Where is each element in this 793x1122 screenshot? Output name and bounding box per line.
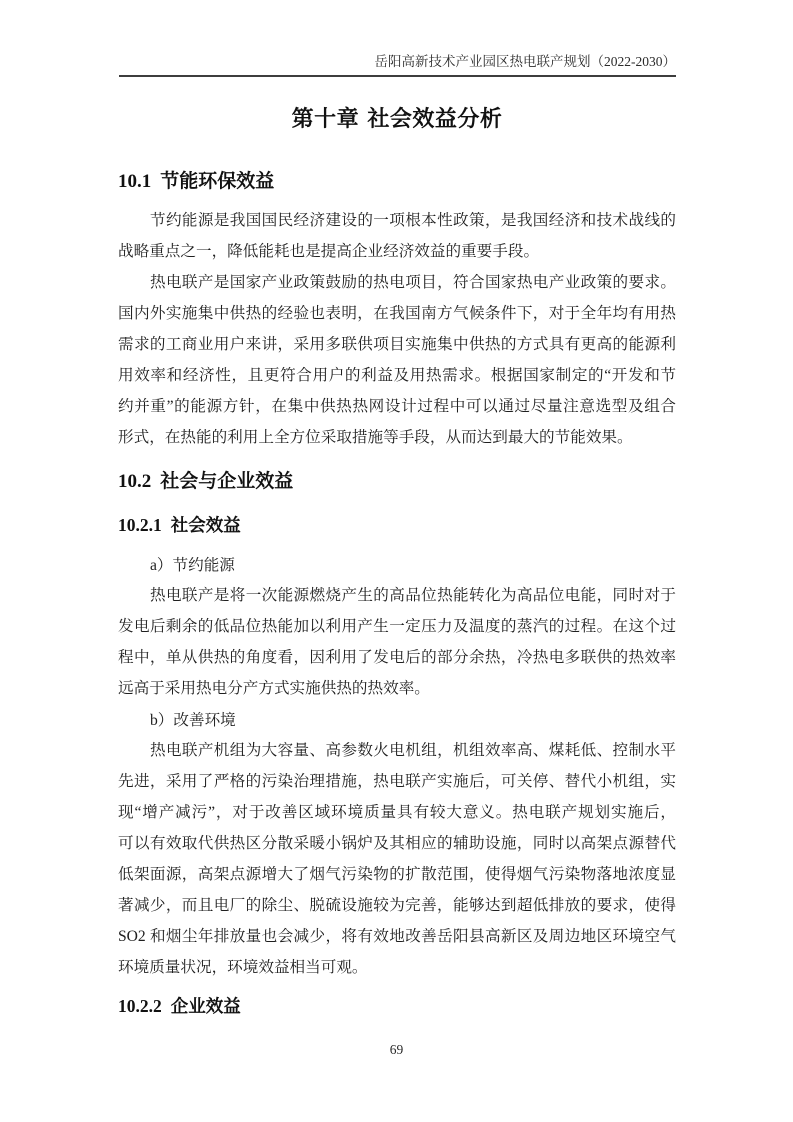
subsection-label: 企业效益 (170, 997, 241, 1017)
page-header-text: 岳阳高新技术产业园区热电联产规划（2022-2030） (374, 54, 676, 69)
body-line: 需求的工商业用户来讲，采用多联供项目实施集中供热的方式具有更高的能源利 (118, 336, 676, 353)
section-label: 节能环保效益 (160, 170, 275, 192)
body-line: 现“增产减污”，对于改善区域环境质量具有较大意义。热电联产规划实施后， (118, 804, 676, 821)
paragraph-energy-policy (118, 205, 676, 267)
body-line: 发电后剩余的低品位热能加以利用产生一定压力及温度的蒸汽的过程。在这个过 (118, 618, 676, 635)
subsection-heading-10-2-2 (118, 994, 676, 1018)
body-line: 国内外实施集中供热的经验也表明，在我国南方气候条件下，对于全年均有用热 (118, 305, 676, 322)
body-line: 先进，采用了严格的污染治理措施，热电联产实施后，可关停、替代小机组，实 (118, 773, 676, 790)
page-number: 69 (389, 1042, 404, 1057)
header-rule (119, 75, 676, 77)
list-item-a-heading (118, 550, 676, 581)
section-label: 社会与企业效益 (160, 470, 294, 492)
body-line: 热电联产机组为大容量、高参数火电机组，机组效率高、煤耗低、控制水平 (150, 742, 676, 759)
body-line: 远高于采用热电分产方式实施供热的热效率。 (118, 680, 430, 697)
body-line: 热电联产是国家产业政策鼓励的热电项目，符合国家热电产业政策的要求。 (150, 274, 676, 291)
body-line: 节约能源是我国国民经济建设的一项根本性政策，是我国经济和技术战线的 (150, 212, 676, 229)
section-number: 10.1 (118, 171, 152, 192)
body-line: 可以有效取代供热区分散采暖小锅炉及其相应的辅助设施，同时以高架点源替代 (118, 835, 676, 852)
list-item-b-heading (118, 705, 676, 736)
subsection-heading-10-2-1 (118, 513, 676, 537)
body-line: 环境质量状况，环境效益相当可观。 (118, 959, 368, 976)
body-line: SO2 和烟尘年排放量也会减少，将有效地改善岳阳县高新区及周边地区环境空气 (118, 928, 676, 945)
list-item-label: b）改善环境 (150, 712, 236, 729)
body-line: 战略重点之一，降低能耗也是提高企业经济效益的重要手段。 (118, 243, 540, 260)
subsection-label: 社会效益 (170, 516, 241, 536)
body-line: 低架面源，高架点源增大了烟气污染物的扩散范围，使得烟气污染物落地浓度显 (118, 866, 676, 883)
body-line: 用效率和经济性，且更符合用户的利益及用热需求。根据国家制定的“开发和节 (118, 367, 676, 384)
section-number: 10.2 (118, 471, 152, 492)
body-line: 约并重”的能源方针，在集中供热热网设计过程中可以通过尽量注意选型及组合 (118, 398, 676, 415)
list-item-label: a）节约能源 (150, 557, 235, 574)
chapter-title: 第十章 社会效益分析 (291, 107, 503, 132)
subsection-number: 10.2.1 (118, 515, 162, 535)
subsection-number: 10.2.2 (118, 996, 162, 1016)
body-line: 形式，在热能的利用上全方位采取措施等手段，从而达到最大的节能效果。 (118, 429, 633, 446)
section-heading-10-2 (118, 468, 676, 494)
body-line: 程中，单从供热的角度看，因利用了发电后的部分余热，冷热电多联供的热效率 (118, 649, 676, 666)
paragraph-energy-saving (118, 580, 676, 704)
paragraph-environment-improvement (118, 735, 676, 983)
paragraph-cogeneration-policy (118, 267, 676, 453)
section-heading-10-1 (118, 168, 676, 194)
body-line: 热电联产是将一次能源燃烧产生的高品位热能转化为高品位电能，同时对于 (150, 587, 676, 604)
body-line: 著减少，而且电厂的除尘、脱硫设施较为完善，能够达到超低排放的要求，使得 (118, 897, 676, 914)
